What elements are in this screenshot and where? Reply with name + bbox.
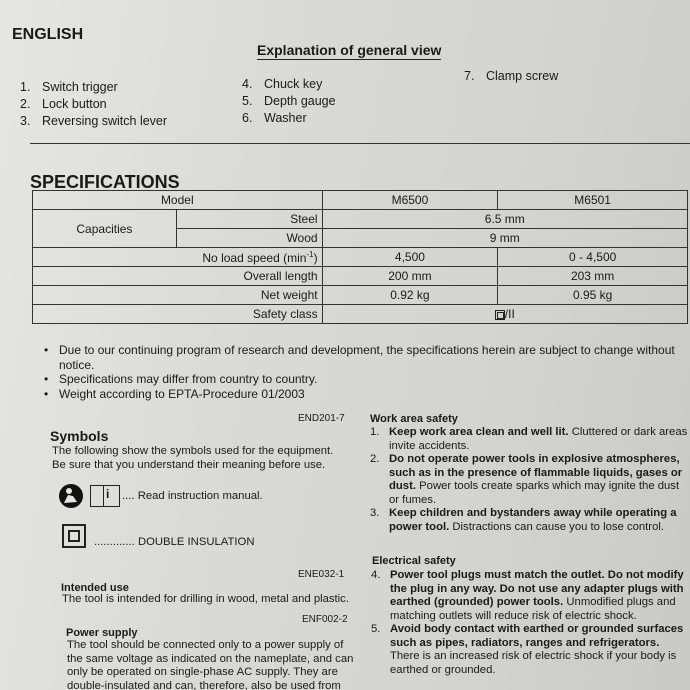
table-header-model: Model — [33, 191, 323, 210]
steel-value: 6.5 mm — [322, 210, 687, 229]
table-row — [33, 267, 688, 286]
wood-label: Wood — [176, 229, 322, 248]
overall-length-label: Overall length — [33, 267, 323, 286]
no-load-speed-label: No load speed $(\min^{-1})$ — [33, 248, 323, 267]
steel-label: Steel — [176, 210, 322, 229]
specifications-title: SPECIFICATIONS — [30, 172, 180, 192]
table-header-m6501: M6501 — [498, 191, 688, 210]
list-item: 4. Power tool plugs must match the outlet. Do not modify the plug in any way. Do not use any adapter plugs with earthed (grounded) power tools. Unmodified plugs and matching outlets will reduce risk of electric shock. — [371, 569, 684, 622]
legend-column-1 — [20, 79, 167, 130]
table-row — [33, 191, 688, 210]
no-load-speed-m6500: 4,500 — [322, 248, 498, 267]
language-heading: ENGLISH — [12, 26, 84, 43]
table-row — [33, 210, 688, 229]
legend-item: 4. Chuck key — [242, 77, 323, 91]
net-weight-m6500: 0.92 kg — [322, 286, 498, 305]
net-weight-label: Net weight — [33, 286, 323, 305]
list-item: 5. Avoid body contact with earthed or grounded surfaces such as pipes, radiators, ranges and refrigerators. There is an increased risk of electric shock if your body is earthed or grounded. — [371, 623, 684, 676]
table-row — [33, 305, 688, 324]
no-load-speed-m6501: 0 - 4,500 — [498, 248, 688, 267]
legend-column-3 — [464, 68, 558, 85]
work-area-safety-title: Work area safety — [370, 413, 458, 425]
note-item: • Due to our continuing program of research and development, the specifications herein are subject to change without notice. — [42, 343, 690, 372]
read-manual-text: .... Read instruction manual. — [122, 490, 263, 502]
legend-item: 3. Reversing switch lever — [20, 114, 168, 128]
book-info-icon: i — [90, 485, 120, 507]
legend-item: 5. Depth gauge — [242, 94, 336, 108]
specification-notes — [42, 343, 690, 401]
legend-item: 6. Washer — [242, 111, 307, 125]
read-manual-symbols — [58, 483, 120, 509]
intended-use-title: Intended use — [61, 582, 129, 594]
power-supply-title: Power supply — [66, 627, 138, 639]
legend-item: 1. Switch trigger — [20, 80, 118, 94]
net-weight-m6501: 0.95 kg — [498, 286, 688, 305]
legend-column-2 — [242, 76, 336, 127]
safety-class-label: Safety class — [33, 305, 323, 324]
read-manual-person-icon — [58, 483, 84, 509]
list-item: 3. Keep children and bystanders away while operating a power tool. Distractions can cause you to lose control. — [370, 507, 677, 533]
table-row — [33, 286, 688, 305]
symbols-intro: The following show the symbols used for the equipment. Be sure that you understand their meaning before use. — [52, 445, 334, 471]
table-row — [33, 248, 688, 267]
wood-value: 9 mm — [322, 229, 687, 248]
general-view-title: Explanation of general view — [257, 42, 442, 58]
intended-use-text: The tool is intended for drilling in wood, metal and plastic. — [62, 593, 349, 605]
list-item: 2. Do not operate power tools in explosive atmospheres, such as in the presence of flammable liquids, gases or dust. Power tools create sparks which may ignite the dust or fumes. — [370, 453, 683, 506]
electrical-safety-title: Electrical safety — [372, 555, 456, 567]
specifications-table — [32, 190, 688, 324]
double-insulation-icon — [495, 310, 505, 320]
code-intended: ENE032-1 — [298, 569, 345, 580]
section-divider — [30, 143, 690, 144]
list-item: 1. Keep work area clean and well lit. Cluttered or dark areas invite accidents. — [370, 426, 688, 452]
table-header-m6500: M6500 — [322, 191, 498, 210]
double-insulation-text: ............. DOUBLE INSULATION — [94, 536, 255, 548]
code-power: ENF002-2 — [302, 614, 348, 625]
double-insulation-icon — [62, 524, 86, 548]
work-area-safety-list — [370, 426, 689, 534]
note-item: • Specifications may differ from country to country. — [42, 372, 690, 387]
overall-length-m6501: 203 mm — [498, 267, 688, 286]
symbols-title: Symbols — [50, 428, 109, 444]
note-item: • Weight according to EPTA-Procedure 01/2003 — [42, 387, 690, 402]
safety-class-value: /II — [322, 305, 687, 324]
power-supply-text: The tool should be connected only to a power supply of the same voltage as indicated on the nameplate, and can only be operated on single-phase AC supply. They are double-insulated and can, therefore, also be used from — [67, 639, 354, 690]
legend-item: 2. Lock button — [20, 97, 107, 111]
electrical-safety-list — [371, 569, 690, 677]
capacities-label: Capacities — [33, 210, 177, 248]
legend-item: 7. Clamp screw — [464, 69, 559, 83]
overall-length-m6500: 200 mm — [322, 267, 498, 286]
code-symbols: END201-7 — [298, 413, 345, 424]
